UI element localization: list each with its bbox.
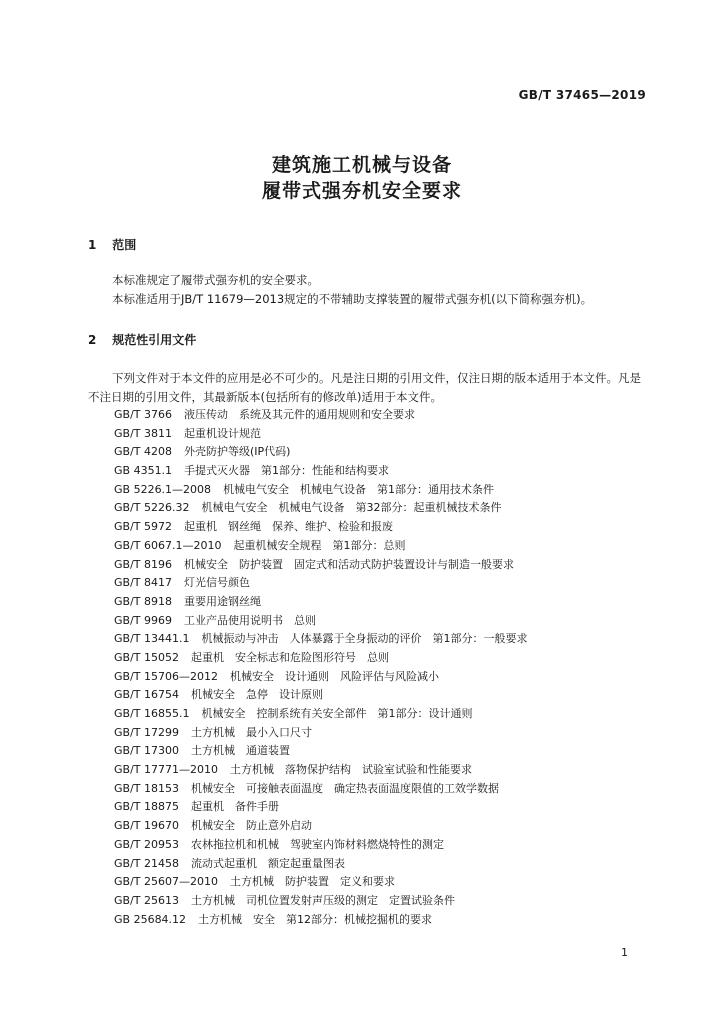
reference-code: GB/T 8918 bbox=[114, 594, 172, 608]
reference-item bbox=[114, 873, 654, 892]
reference-code: GB/T 8417 bbox=[114, 576, 172, 590]
reference-code: GB/T 6067.1—2010 bbox=[114, 538, 222, 552]
reference-title: 机械安全 设计通则 风险评估与风险减小 bbox=[229, 669, 439, 683]
reference-code: GB/T 5972 bbox=[114, 520, 172, 534]
reference-title: 土方机械 落物保护结构 试验室试验和性能要求 bbox=[229, 763, 472, 777]
reference-item bbox=[114, 406, 654, 425]
reference-title: 起重机械安全规程 第1部分：总则 bbox=[233, 538, 406, 552]
reference-item bbox=[114, 462, 654, 481]
document-title-line-2: 履带式强夯机安全要求 bbox=[261, 180, 462, 202]
reference-code: GB 25684.12 bbox=[114, 912, 187, 926]
reference-item bbox=[114, 630, 654, 649]
reference-title: 机械安全 可接触表面温度 确定热表面温度限值的工效学数据 bbox=[191, 781, 499, 795]
paragraph: 本标准规定了履带式强夯机的安全要求。 bbox=[112, 273, 319, 287]
document-title-line-1: 建筑施工机械与设备 bbox=[271, 154, 452, 176]
reference-code: GB 4351.1 bbox=[114, 464, 173, 478]
reference-code: GB/T 17771—2010 bbox=[114, 763, 218, 777]
section-2-heading bbox=[88, 331, 196, 348]
reference-item bbox=[114, 668, 654, 687]
reference-item bbox=[114, 499, 654, 518]
reference-code: GB/T 16754 bbox=[114, 688, 179, 702]
reference-item bbox=[114, 518, 654, 537]
reference-title: 土方机械 通道装置 bbox=[191, 744, 290, 758]
reference-item bbox=[114, 649, 654, 668]
reference-code: GB/T 16855.1 bbox=[114, 707, 190, 720]
reference-title: 流动式起重机 额定起重量图表 bbox=[191, 856, 345, 870]
standard-number: GB/T 37465—2019 bbox=[518, 88, 646, 102]
reference-item bbox=[114, 556, 654, 575]
reference-item bbox=[114, 425, 654, 444]
reference-title: 土方机械 安全 第12部分：机械挖掘机的要求 bbox=[198, 912, 433, 926]
reference-title: 起重机 备件手册 bbox=[191, 800, 279, 814]
reference-item bbox=[114, 855, 654, 874]
reference-code: GB/T 13441.1 bbox=[114, 632, 190, 646]
reference-item bbox=[114, 481, 654, 500]
reference-item bbox=[114, 911, 654, 930]
section-1-title: 范围 bbox=[112, 238, 137, 252]
reference-title: 农林拖拉机和机械 驾驶室内饰材料燃烧特性的测定 bbox=[191, 837, 444, 851]
reference-title: 机械安全 防护装置 固定式和活动式防护装置设计与制造一般要求 bbox=[184, 557, 514, 571]
reference-title: 工业产品使用说明书 总则 bbox=[184, 613, 316, 627]
reference-item bbox=[114, 724, 654, 743]
reference-item bbox=[114, 892, 654, 911]
reference-code: GB/T 18153 bbox=[114, 781, 179, 795]
reference-title: 土方机械 最小入口尺寸 bbox=[191, 725, 312, 739]
reference-title: 机械安全 控制系统有关安全部件 第1部分：设计通则 bbox=[201, 707, 473, 720]
reference-title: 重要用途钢丝绳 bbox=[184, 594, 261, 608]
reference-title: 外壳防护等级(IP代码) bbox=[184, 445, 291, 459]
paragraph: 本标准适用于JB/T 11679—2013规定的不带辅助支撑装置的履带式强夯机(以下简称强夯机)。 bbox=[112, 291, 593, 306]
reference-title: 机械安全 防止意外启动 bbox=[191, 819, 312, 833]
reference-code: GB/T 17299 bbox=[114, 725, 179, 739]
reference-item bbox=[114, 761, 654, 780]
reference-item bbox=[114, 817, 654, 836]
reference-item bbox=[114, 574, 654, 593]
reference-item bbox=[114, 836, 654, 855]
paragraph: 下列文件对于本文件的应用是必不可少的。凡是注日期的引用文件，仅注日期的版本适用于本文件。凡是不注日期的引用文件，其最新版本(包括所有的修改单)适用于本文件。 bbox=[88, 371, 641, 404]
reference-title: 灯光信号颜色 bbox=[184, 576, 250, 590]
reference-title: 机械振动与冲击 人体暴露于全身振动的评价 第1部分：一般要求 bbox=[201, 632, 528, 646]
reference-title: 土方机械 司机位置发射声压级的测定 定置试验条件 bbox=[191, 893, 455, 907]
section-1-number: 1 bbox=[88, 238, 97, 252]
reference-code: GB/T 18875 bbox=[114, 800, 179, 814]
reference-code: GB/T 25607—2010 bbox=[114, 875, 218, 889]
reference-item bbox=[114, 612, 654, 631]
reference-item bbox=[114, 443, 654, 462]
reference-code: GB/T 19670 bbox=[114, 819, 179, 833]
reference-item bbox=[114, 705, 654, 724]
reference-code: GB/T 21458 bbox=[114, 856, 179, 870]
reference-title: 起重机 钢丝绳 保养、维护、检验和报废 bbox=[184, 520, 393, 534]
section-2-number: 2 bbox=[88, 333, 97, 347]
reference-title: 机械电气安全 机械电气设备 第32部分：起重机械技术条件 bbox=[201, 501, 502, 515]
reference-code: GB/T 15052 bbox=[114, 650, 179, 664]
section-1-heading bbox=[88, 236, 136, 253]
reference-item bbox=[114, 742, 654, 761]
section-2-intro bbox=[88, 369, 648, 406]
reference-code: GB 5226.1—2008 bbox=[114, 482, 212, 496]
reference-item bbox=[114, 686, 654, 705]
reference-code: GB/T 3811 bbox=[114, 426, 172, 440]
page-number: 1 bbox=[621, 946, 628, 959]
reference-item bbox=[114, 593, 654, 612]
reference-list bbox=[114, 406, 654, 929]
reference-code: GB/T 17300 bbox=[114, 744, 179, 758]
section-1-body bbox=[88, 271, 648, 308]
reference-title: 起重机设计规范 bbox=[184, 426, 261, 440]
reference-code: GB/T 15706—2012 bbox=[114, 669, 218, 683]
reference-code: GB/T 4208 bbox=[114, 445, 172, 459]
reference-title: 液压传动 系统及其元件的通用规则和安全要求 bbox=[184, 408, 415, 421]
reference-title: 机械电气安全 机械电气设备 第1部分：通用技术条件 bbox=[223, 482, 495, 496]
reference-code: GB/T 25613 bbox=[114, 893, 179, 907]
reference-title: 起重机 安全标志和危险图形符号 总则 bbox=[191, 650, 389, 664]
reference-code: GB/T 5226.32 bbox=[114, 501, 190, 515]
reference-item bbox=[114, 780, 654, 799]
reference-title: 机械安全 急停 设计原则 bbox=[191, 688, 323, 702]
section-2-title: 规范性引用文件 bbox=[112, 333, 197, 347]
reference-title: 手提式灭火器 第1部分：性能和结构要求 bbox=[184, 464, 390, 478]
reference-code: GB/T 3766 bbox=[114, 408, 172, 421]
reference-item bbox=[114, 537, 654, 556]
reference-title: 土方机械 防护装置 定义和要求 bbox=[229, 875, 395, 889]
reference-item bbox=[114, 798, 654, 817]
reference-code: GB/T 20953 bbox=[114, 837, 179, 851]
reference-code: GB/T 8196 bbox=[114, 557, 172, 571]
reference-code: GB/T 9969 bbox=[114, 613, 172, 627]
